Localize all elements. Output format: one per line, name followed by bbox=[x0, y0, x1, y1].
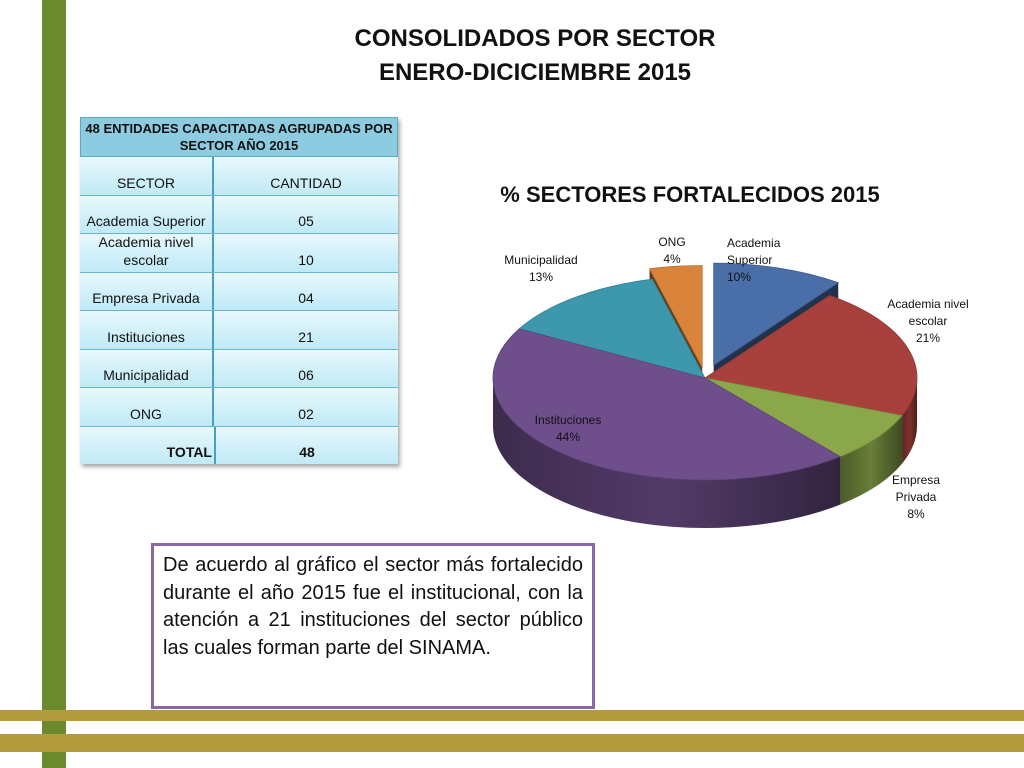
table-heading: 48 ENTIDADES CAPACITADAS AGRUPADAS POR SECTOR AÑO 2015 bbox=[80, 117, 398, 157]
col-header-sector: SECTOR bbox=[80, 157, 214, 195]
row-sector: Empresa Privada bbox=[80, 273, 214, 311]
row-cantidad: 02 bbox=[298, 405, 314, 422]
total-value: 48 bbox=[299, 444, 315, 460]
pie-label-5: ONG 4% bbox=[658, 235, 686, 266]
row-sector: Academia Superior bbox=[80, 196, 214, 234]
row-sector: Academia nivel escolar bbox=[80, 234, 214, 272]
chart-title: % SECTORES FORTALECIDOS 2015 bbox=[500, 182, 880, 207]
pie-label-1: Academia nivel escolar 21% bbox=[887, 297, 969, 345]
pie-label-2: Empresa Privada 8% bbox=[891, 473, 941, 521]
row-cantidad: 10 bbox=[298, 251, 314, 268]
title-line-2: ENERO-DICICIEMBRE 2015 bbox=[378, 59, 692, 86]
row-cantidad: 04 bbox=[298, 290, 314, 306]
row-cantidad: 21 bbox=[298, 328, 314, 345]
pie-label-3: Instituciones 44% bbox=[534, 413, 602, 444]
title-line-1: CONSOLIDADOS POR SECTOR bbox=[354, 25, 716, 52]
row-sector: ONG bbox=[80, 388, 214, 426]
conclusion-note: De acuerdo al gráfico el sector más fortalecido durante el año 2015 fue el institucional, con la atención a 21 instituciones del sector público las cuales forman parte del SINAMA. bbox=[151, 543, 595, 709]
pie-label-0: Academia Superior 10% bbox=[727, 236, 781, 284]
row-cantidad: 06 bbox=[298, 367, 314, 383]
col-header-cantidad: CANTIDAD bbox=[270, 174, 342, 191]
total-label: TOTAL bbox=[80, 427, 216, 465]
row-cantidad: 05 bbox=[298, 213, 314, 229]
pie-label-4: Municipalidad 13% bbox=[504, 253, 578, 284]
row-sector: Instituciones bbox=[80, 311, 214, 349]
row-sector: Municipalidad bbox=[80, 350, 214, 388]
